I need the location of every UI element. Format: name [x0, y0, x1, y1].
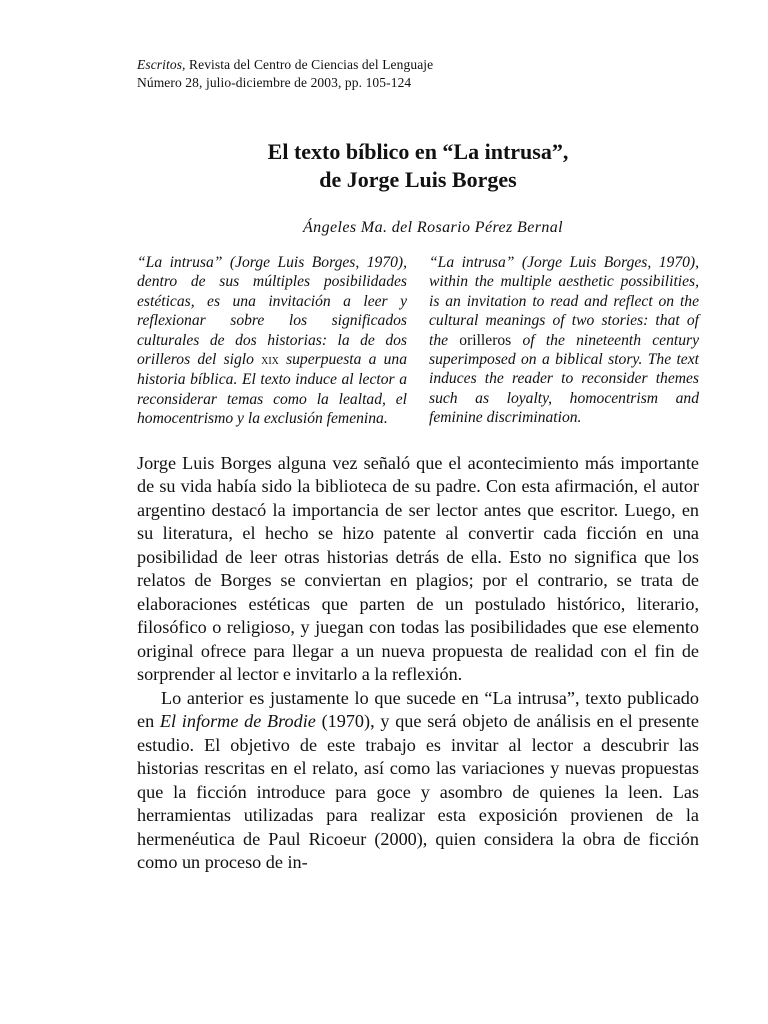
abstract-en-text-2: of the nineteenth century superimposed on a biblical story. The text induces the reader to reconsider themes such as loyalty, homocentrism and feminine discrimination. [429, 331, 700, 427]
abstract-en-text-1: “La intrusa” (Jorge Luis Borges, 1970), within the multiple aesthetic possibilities, is an invitation to read and reflect on the cultural meanings of two stories: that of the [429, 254, 699, 349]
journal-issue: Número 28, julio-diciembre de 2003, pp. 105-124 [137, 75, 412, 90]
abstract-spanish [137, 253, 407, 429]
abstracts [137, 253, 699, 429]
article-title [137, 138, 699, 194]
journal-header [137, 56, 699, 92]
body-paragraph-2-text-1: Lo anterior es justamente lo que sucede en “La intrusa”, texto publicado en [137, 687, 699, 732]
article-title-line-2: de Jorge Luis Borges [319, 167, 517, 192]
abstract-english [429, 253, 699, 429]
abstract-es-text-1: “La intrusa” (Jorge Luis Borges, 1970), dentro de sus múltiples posibilidades estéticas, es una invitación a leer y reflexionar sobre los significados culturales de dos historias: la de dos orilleros del siglo [137, 254, 407, 369]
article-body [137, 452, 699, 875]
article-author: Ángeles Ma. del Rosario Pérez Bernal [303, 219, 563, 236]
abstract-es-century: xix [261, 353, 279, 369]
journal-line-1 [137, 56, 699, 74]
journal-page [137, 56, 699, 875]
journal-subtitle: Revista del Centro de Ciencias del Lenguaje [185, 57, 434, 72]
body-paragraph-2 [137, 687, 699, 875]
body-paragraph-1: Jorge Luis Borges alguna vez señaló que el acontecimiento más importante de su vida había sido la biblioteca de su padre. Con esta afirmación, el autor argentino destacó la importancia de ser lector antes que escritor. Luego, en su literatura, el hecho se hizo patente al convertir cada ficción en una posibilidad de leer otras historias detrás de ella. Esto no significa que los relatos de Borges se conviertan en plagios; por el contrario, se trata de elaboraciones estéticas que parten de un postulado histórico, literario, filosófico o religioso, y juegan con todas las posibilidades que ese elemento original ofrece para llegar a un nueva propuesta de realidad con el fin de sorprender al lector e invitarlo a la reflexión. [137, 452, 699, 685]
abstract-es-text-2: superpuesta a una historia bíblica. El texto induce al lector a reconsiderar temas como la lealtad, el homocentrismo y la exclusión femenina. [137, 351, 407, 428]
body-paragraph-2-text-2: (1970), y que será objeto de análisis en el presente estudio. El objetivo de este trabajo es invitar al lector a descubrir las historias rescritas en el relato, así como las variaciones y nuevas propuestas que la ficción introduce para goce y asombro de quienes la leen. Las herramientas utilizadas para realizar esta exposición provienen de la hermenéutica de Paul Ricoeur (2000), quien considera la obra de ficción como un proceso de in- [137, 711, 699, 873]
journal-name: Escritos, [137, 57, 186, 72]
book-title: El informe de Brodie [159, 711, 316, 732]
abstract-en-orilleros: orilleros [459, 331, 512, 349]
article-title-line-1: El texto bíblico en “La intrusa”, [267, 139, 569, 164]
